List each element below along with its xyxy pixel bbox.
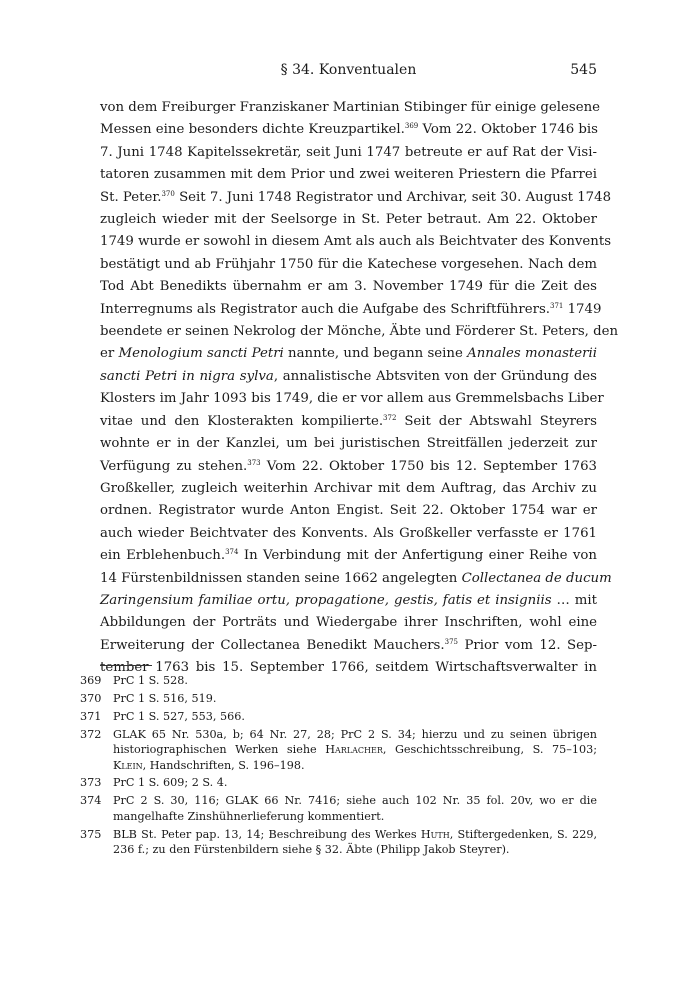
text-line: tatoren zusammen mit dem Prior und zwei weiteren Priestern die Pfarrei bbox=[100, 167, 597, 183]
footnote-number: 369 bbox=[80, 674, 102, 687]
footnote bbox=[80, 793, 597, 824]
footnote-number: 375 bbox=[80, 827, 102, 841]
text-line: ein Erblehenbuch.$^{374}$ In Verbindung mit der Anfertigung einer Reihe von bbox=[100, 548, 597, 564]
text-line: ordnen. Registrator wurde Anton Engist. Seit 22. Oktober 1754 war er bbox=[100, 503, 597, 519]
text-line: beendete er seinen Nekrolog der Mönche, Äbte und Förderer St. Peters, den bbox=[100, 324, 619, 340]
footnotes bbox=[80, 673, 597, 860]
italic-title: Collectanea de ducum bbox=[461, 570, 612, 586]
footnote-text: PrC 2 S. 30, 116; GLAK 66 Nr. 7416; siehe auch 102 Nr. 35 fol. 20v, wo er die mangelhafte Zinshühnerlieferung kommentiert. bbox=[113, 794, 597, 823]
footnote-text: BLB St. Peter pap. 13, 14; Beschreibung des Werkes Huth, Stiftergedenken, S. 229, 236 f.; zu den Fürstenbildern siehe § 32. Äbte (Philipp Jakob Steyrer). bbox=[113, 827, 598, 857]
footnote-number: 374 bbox=[80, 794, 102, 808]
running-title: § 34. Konventualen bbox=[280, 62, 417, 78]
footnote-text: PrC 1 S. 528. bbox=[113, 674, 188, 687]
footnote-text: PrC 1 S. 527, 553, 566. bbox=[113, 709, 245, 723]
author-name: Harlacher bbox=[325, 743, 383, 757]
footnote-ref[interactable]: 371 bbox=[550, 301, 564, 310]
footnote-ref[interactable]: 370 bbox=[161, 189, 175, 198]
footnote bbox=[80, 775, 597, 790]
footnote bbox=[80, 727, 597, 773]
footnote-ref[interactable]: 369 bbox=[404, 122, 419, 131]
footnote bbox=[80, 691, 597, 706]
text-line: Klosters im Jahr 1093 bis 1749, die er vor allem aus Gremmelsbachs Liber bbox=[100, 391, 604, 407]
footnote bbox=[80, 827, 597, 858]
page-number: 545 bbox=[570, 62, 597, 78]
italic-title: Menologium sancti Petri bbox=[118, 346, 284, 362]
text-line: Erweiterung der Collectanea Benedikt Mauchers.$^{375}$ Prior vom 12. Sep- bbox=[100, 637, 597, 653]
footnote-number: 371 bbox=[80, 709, 102, 723]
text-line: zugleich wieder mit der Seelsorge in St. Peter betraut. Am 22. Oktober bbox=[100, 212, 597, 228]
text-line: von dem Freiburger Franziskaner Martinian Stibinger für einige gelesene bbox=[100, 100, 601, 115]
text-line: auch wieder Beichtvater des Konvents. Als Großkeller verfasste er 1761 bbox=[100, 525, 597, 541]
text-line: Verfügung zu stehen.$^{373}$ Vom 22. Oktober 1750 bis 12. September 1763 bbox=[100, 458, 598, 474]
text-line: bestätigt und ab Frühjahr 1750 für die Katechese vorgesehen. Nach dem bbox=[100, 256, 597, 272]
footnote-ref[interactable]: 372 bbox=[383, 413, 397, 422]
text-line: Tod Abt Benedikts übernahm er am 3. November 1749 für die Zeit des bbox=[100, 279, 597, 295]
main-text bbox=[100, 97, 619, 680]
italic-title: sancti Petri in nigra sylva bbox=[100, 368, 274, 384]
footnote-number: 370 bbox=[80, 691, 102, 705]
text-line: Zaringensium familiae ortu, propagatione, gestis, fatis et insigniis … mit bbox=[100, 592, 597, 608]
footnote-ref[interactable]: 375 bbox=[444, 637, 458, 646]
text-line: Abbildungen der Porträts und Wiedergabe ihrer Inschriften, wohl eine bbox=[100, 615, 597, 631]
italic-title: Zaringensium familiae ortu, propagatione, gestis, fatis et insigniis bbox=[100, 592, 552, 608]
footnote-text: GLAK 65 Nr. 530a, b; 64 Nr. 27, 28; PrC 2 S. 34; hierzu und zu seinen übrigen historiographischen Werken siehe Harlacher, Geschichtsschreibung, S. 75–103; Klein, Handschriften, S. 196–198. bbox=[113, 727, 597, 772]
text-line: tember 1763 bis 15. September 1766, seitdem Wirtschaftsverwalter in bbox=[100, 660, 597, 676]
footnote-text: PrC 1 S. 516, 519. bbox=[113, 691, 217, 705]
page-header bbox=[100, 62, 597, 80]
text-line: Interregnums als Registrator auch die Aufgabe des Schriftführers.$^{371}$ 1749 bbox=[100, 301, 602, 317]
text-line: vitae und den Klosterakten kompilierte.$^{372}$ Seit der Abtswahl Steyrers bbox=[100, 413, 597, 429]
footnote-ref[interactable]: 374 bbox=[225, 548, 239, 557]
footnote-separator bbox=[100, 665, 152, 666]
footnote-ref[interactable]: 373 bbox=[247, 458, 261, 467]
text-line: Großkeller, zugleich weiterhin Archivar mit dem Auftrag, das Archiv zu bbox=[100, 480, 597, 496]
text-line: er Menologium sancti Petri nannte, und begann seine Annales monasterii bbox=[100, 346, 597, 362]
author-name: Huth bbox=[420, 827, 450, 841]
footnote-number: 373 bbox=[80, 776, 102, 790]
footnote-text: PrC 1 S. 609; 2 S. 4. bbox=[113, 776, 228, 790]
text-line: 7. Juni 1748 Kapitelssekretär, seit Juni 1747 betreute er auf Rat der Visi- bbox=[100, 144, 597, 160]
text-line: wohnte er in der Kanzlei, um bei juristischen Streitfällen jederzeit zur bbox=[100, 436, 597, 452]
author-name: Klein bbox=[113, 758, 143, 772]
text-line: Messen eine besonders dichte Kreuzpartikel.$^{369}$ Vom 22. Oktober 1746 bis bbox=[100, 122, 598, 138]
footnote-number: 372 bbox=[80, 727, 102, 741]
text-line: 14 Fürstenbildnissen standen seine 1662 angelegten Collectanea de ducum bbox=[100, 570, 612, 586]
text-line: sancti Petri in nigra sylva, annalistische Abtsviten von der Gründung des bbox=[100, 368, 597, 384]
text-line: 1749 wurde er sowohl in diesem Amt als auch als Beichtvater des Konvents bbox=[100, 234, 612, 250]
footnote bbox=[80, 673, 597, 688]
italic-title: Annales monasterii bbox=[467, 346, 597, 362]
footnote bbox=[80, 709, 597, 724]
text-line: St. Peter.$^{370}$ Seit 7. Juni 1748 Registrator und Archivar, seit 30. August 1748 bbox=[100, 189, 612, 205]
